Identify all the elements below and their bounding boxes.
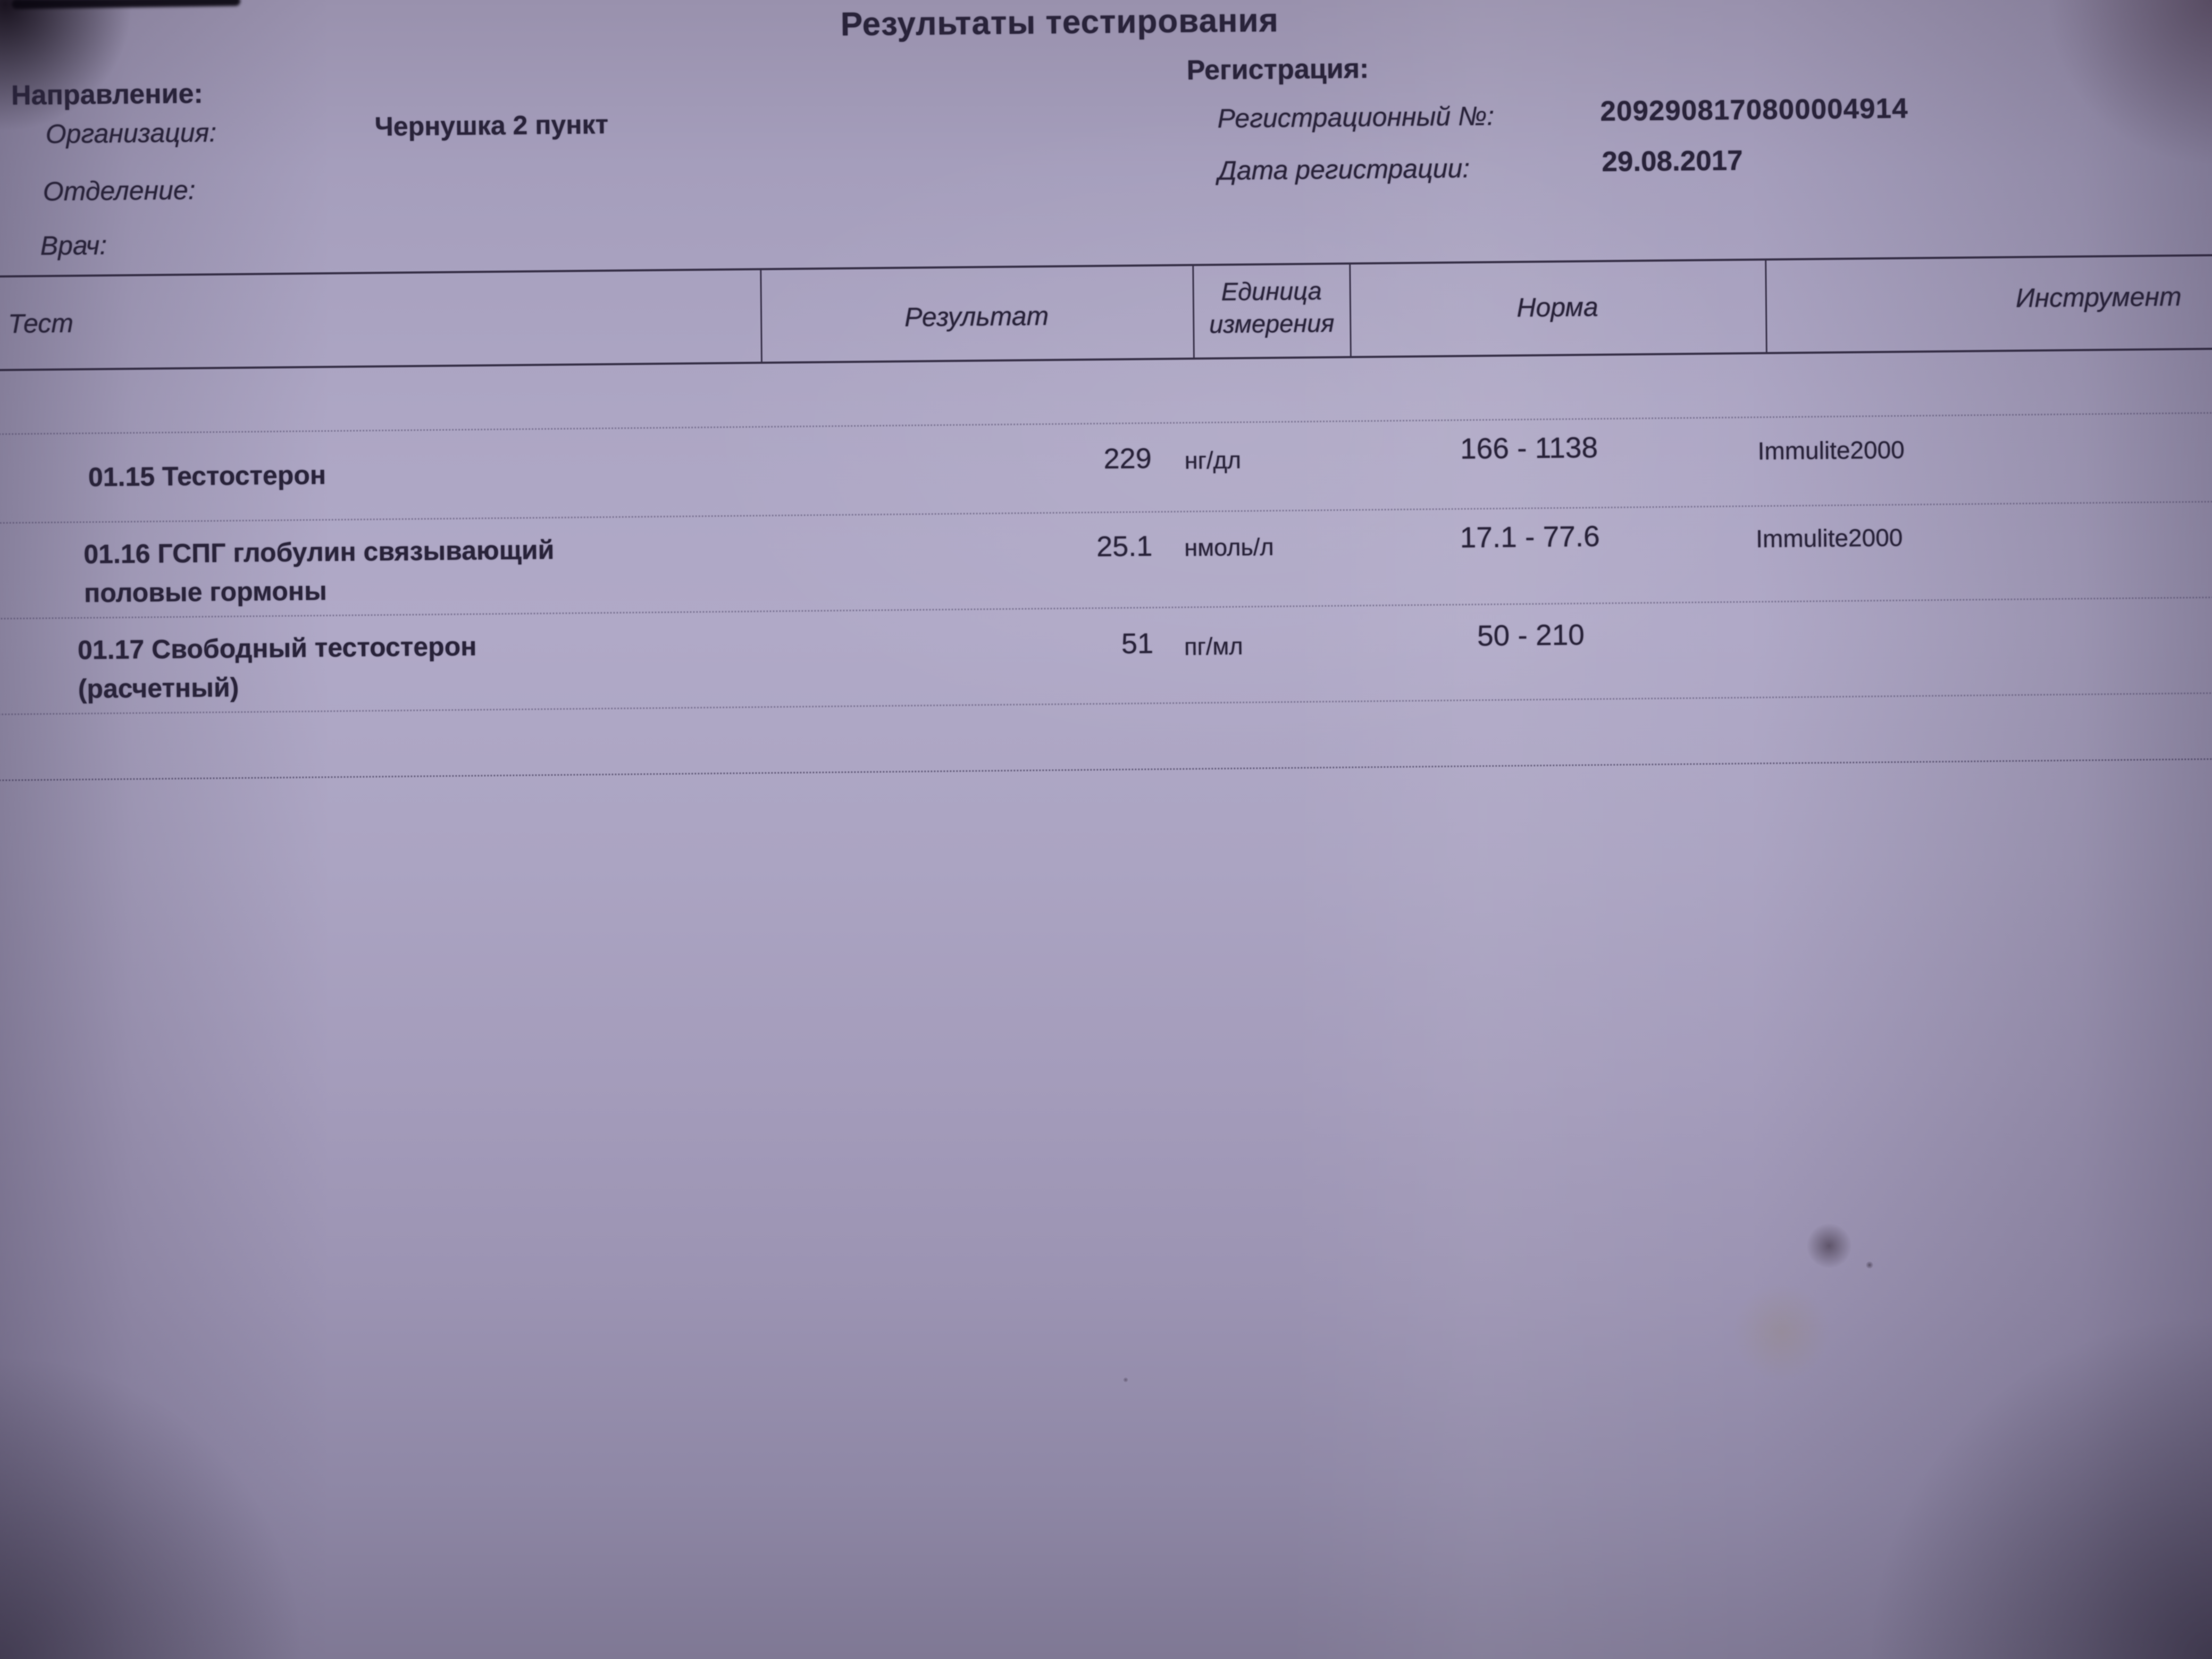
column-header-unit: Единица измерения: [1209, 276, 1335, 339]
instrument-cell: Immulite2000: [1755, 523, 1903, 553]
organization-value: Чернушка 2 пункт: [374, 109, 609, 142]
unit-cell: нг/дл: [1184, 446, 1242, 474]
stain: [1123, 1377, 1128, 1382]
column-header-test: Тест: [7, 308, 74, 339]
organization-label: Организация:: [45, 118, 217, 149]
department-label: Отделение:: [43, 175, 196, 207]
norm-cell: 166 - 1138: [1460, 431, 1598, 465]
result-cell: 25.1: [1096, 530, 1153, 563]
result-cell: 229: [1103, 442, 1152, 475]
registration-number-label: Регистрационный №:: [1217, 100, 1495, 133]
page-title: Результаты тестирования: [840, 2, 1279, 43]
registration-date-value: 29.08.2017: [1602, 145, 1743, 178]
paper-edge-shadow: [12, 0, 240, 9]
row-divider: [0, 758, 2212, 781]
test-name-cell: 01.17 Свободный тестостерон (расчетный): [77, 631, 477, 704]
column-header-result: Результат: [904, 301, 1049, 332]
column-header-instrument: Инструмент: [2015, 281, 2182, 313]
stain: [1804, 1223, 1855, 1269]
column-header-norm: Норма: [1516, 292, 1598, 323]
test-name-cell: 01.15 Тестостерон: [88, 460, 326, 492]
unit-cell: пг/мл: [1184, 632, 1243, 660]
test-name-cell: 01.16 ГСПГ глобулин связывающий половые гормоны: [83, 534, 555, 608]
norm-cell: 50 - 210: [1477, 618, 1585, 652]
registration-date-label: Дата регистрации:: [1218, 153, 1470, 186]
instrument-cell: Immulite2000: [1757, 435, 1905, 465]
result-cell: 51: [1121, 627, 1154, 660]
unit-cell: нмоль/л: [1184, 533, 1274, 562]
direction-label: Направление:: [11, 78, 204, 111]
doctor-label: Врач:: [40, 230, 107, 261]
stain: [1865, 1261, 1874, 1269]
registration-label: Регистрация:: [1186, 53, 1369, 86]
table-header: [0, 254, 2212, 371]
stain: [1731, 1284, 1832, 1380]
norm-cell: 17.1 - 77.6: [1460, 520, 1600, 554]
registration-number-value: 2092908170800004914: [1600, 93, 1908, 128]
row-divider: [0, 500, 2212, 524]
row-divider: [0, 412, 2212, 435]
